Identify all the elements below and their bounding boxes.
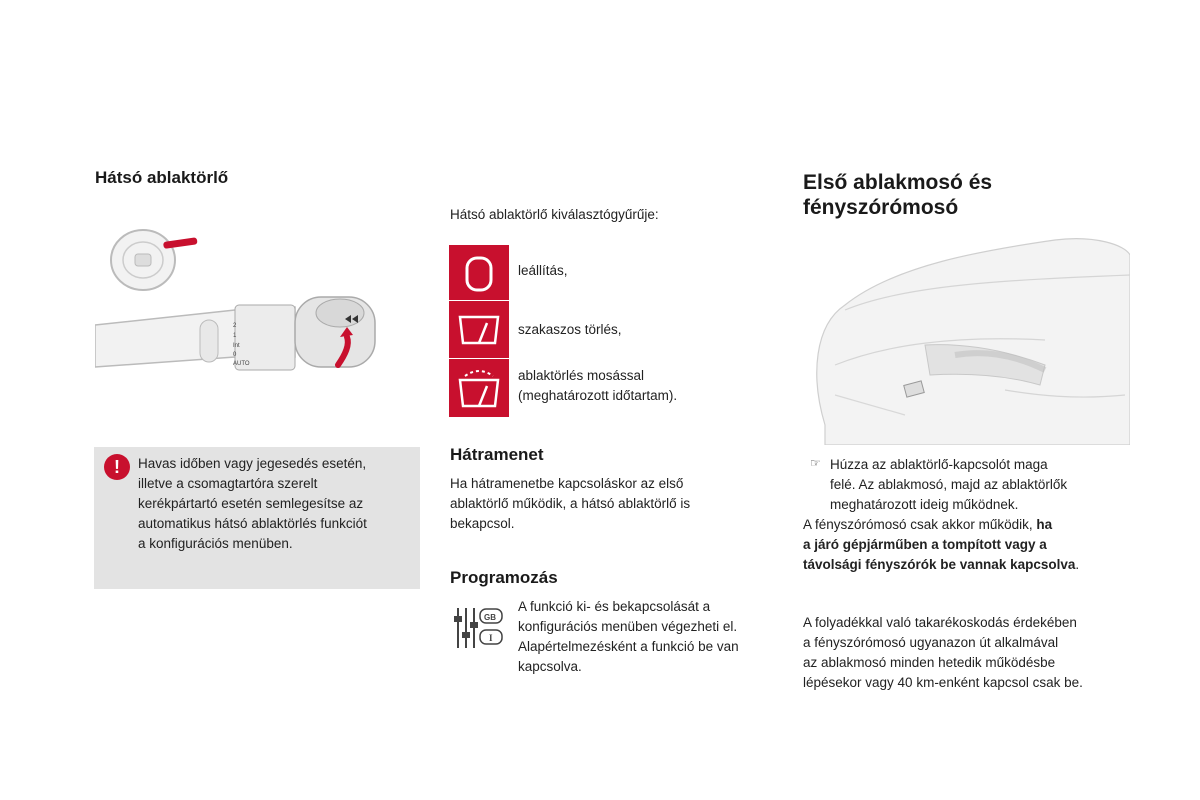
warning-line: illetve a csomagtartóra szerelt [138, 476, 318, 491]
stalk-label-2: 2 [233, 323, 237, 329]
reverse-heading: Hátramenet [450, 445, 544, 464]
warning-text [138, 454, 413, 554]
stalk-label-auto: AUTO [233, 361, 250, 367]
front-washer-heading-line: fényszórómosó [803, 196, 959, 219]
stalk-label-int: Int [233, 343, 240, 349]
fluid-saving-line: a fényszórómosó ugyanazon út alkalmával [803, 635, 1059, 650]
wipe-with-wash-icon [455, 364, 503, 412]
bullet-line: felé. Az ablakmosó, majd az ablaktörlők [830, 477, 1068, 492]
headlamp-washer-condition [803, 515, 1079, 575]
reverse-line: bekapcsol. [450, 516, 515, 531]
stop-icon [462, 255, 496, 293]
programming-line: konfigurációs menüben végezheti el. [518, 619, 738, 634]
condition-end: . [1075, 557, 1080, 572]
mode-intermittent-label: szakaszos törlés, [518, 322, 622, 337]
mode-wash-line: (meghatározott időtartam). [518, 388, 678, 403]
warning-line: Havas időben vagy jegesedés esetén, [138, 456, 367, 471]
programming-line: Alapértelmezésként a funkció be van [518, 639, 739, 654]
mode-wash-line: ablaktörlés mosással [518, 368, 645, 383]
condition-normal: A fényszórómosó csak akkor működik, [803, 517, 1037, 532]
reverse-line: ablaktörlő működik, a hátsó ablaktörlő is [450, 496, 691, 511]
stalk-label-0: 0 [233, 352, 237, 358]
fluid-saving-line: A folyadékkal való takarékoskodás érdekében [803, 615, 1077, 630]
bullet-text [830, 455, 1067, 515]
pointing-hand-icon: ☞ [810, 456, 821, 470]
programming-text [518, 597, 739, 677]
stalk-label-1: 1 [233, 333, 237, 339]
condition-bold-line: távolsági fényszórók be vannak kapcsolva [803, 557, 1076, 572]
programming-line: A funkció ki- és bekapcsolását a [518, 599, 711, 614]
warning-line: automatikus hátsó ablaktörlés funkciót [138, 516, 367, 531]
rear-wiper-heading: Hátsó ablaktörlő [95, 168, 229, 187]
settings-sliders-icon [451, 604, 505, 652]
fluid-saving-line: az ablakmosó minden hetedik működésbe [803, 655, 1056, 670]
mode-wash-label [518, 366, 677, 406]
warning-line: kerékpártartó esetén semlegesítse az [138, 496, 364, 511]
condition-bold-line: a járó gépjárműben a tompított vagy a [803, 537, 1047, 552]
front-washer-heading [803, 170, 992, 220]
mode-stop-label: leállítás, [518, 263, 568, 278]
badge-gb: GB [484, 613, 496, 622]
selector-intro: Hátsó ablaktörlő kiválasztógyűrűje: [450, 207, 659, 222]
reverse-line: Ha hátramenetbe kapcsoláskor az első [450, 476, 684, 491]
warning-icon: ! [104, 454, 130, 480]
bullet-line: meghatározott ideig működnek. [830, 497, 1019, 512]
front-washer-heading-line: Első ablakmosó és [803, 171, 993, 194]
reverse-text [450, 474, 690, 534]
programming-heading: Programozás [450, 568, 558, 587]
car-front-illustration [805, 225, 1130, 445]
wiper-stalk-illustration [95, 285, 385, 375]
bullet-line: Húzza az ablaktörlő-kapcsolót maga [830, 457, 1048, 472]
fluid-saving-line: lépésekor vagy 40 km-enként kapcsol csak be. [803, 675, 1083, 690]
programming-line: kapcsolva. [518, 659, 582, 674]
fluid-saving-text [803, 613, 1083, 693]
intermittent-wipe-icon [457, 311, 501, 349]
warning-line: a konfigurációs menüben. [138, 536, 293, 551]
condition-bold: ha [1036, 517, 1053, 532]
badge-i: I [489, 633, 493, 643]
